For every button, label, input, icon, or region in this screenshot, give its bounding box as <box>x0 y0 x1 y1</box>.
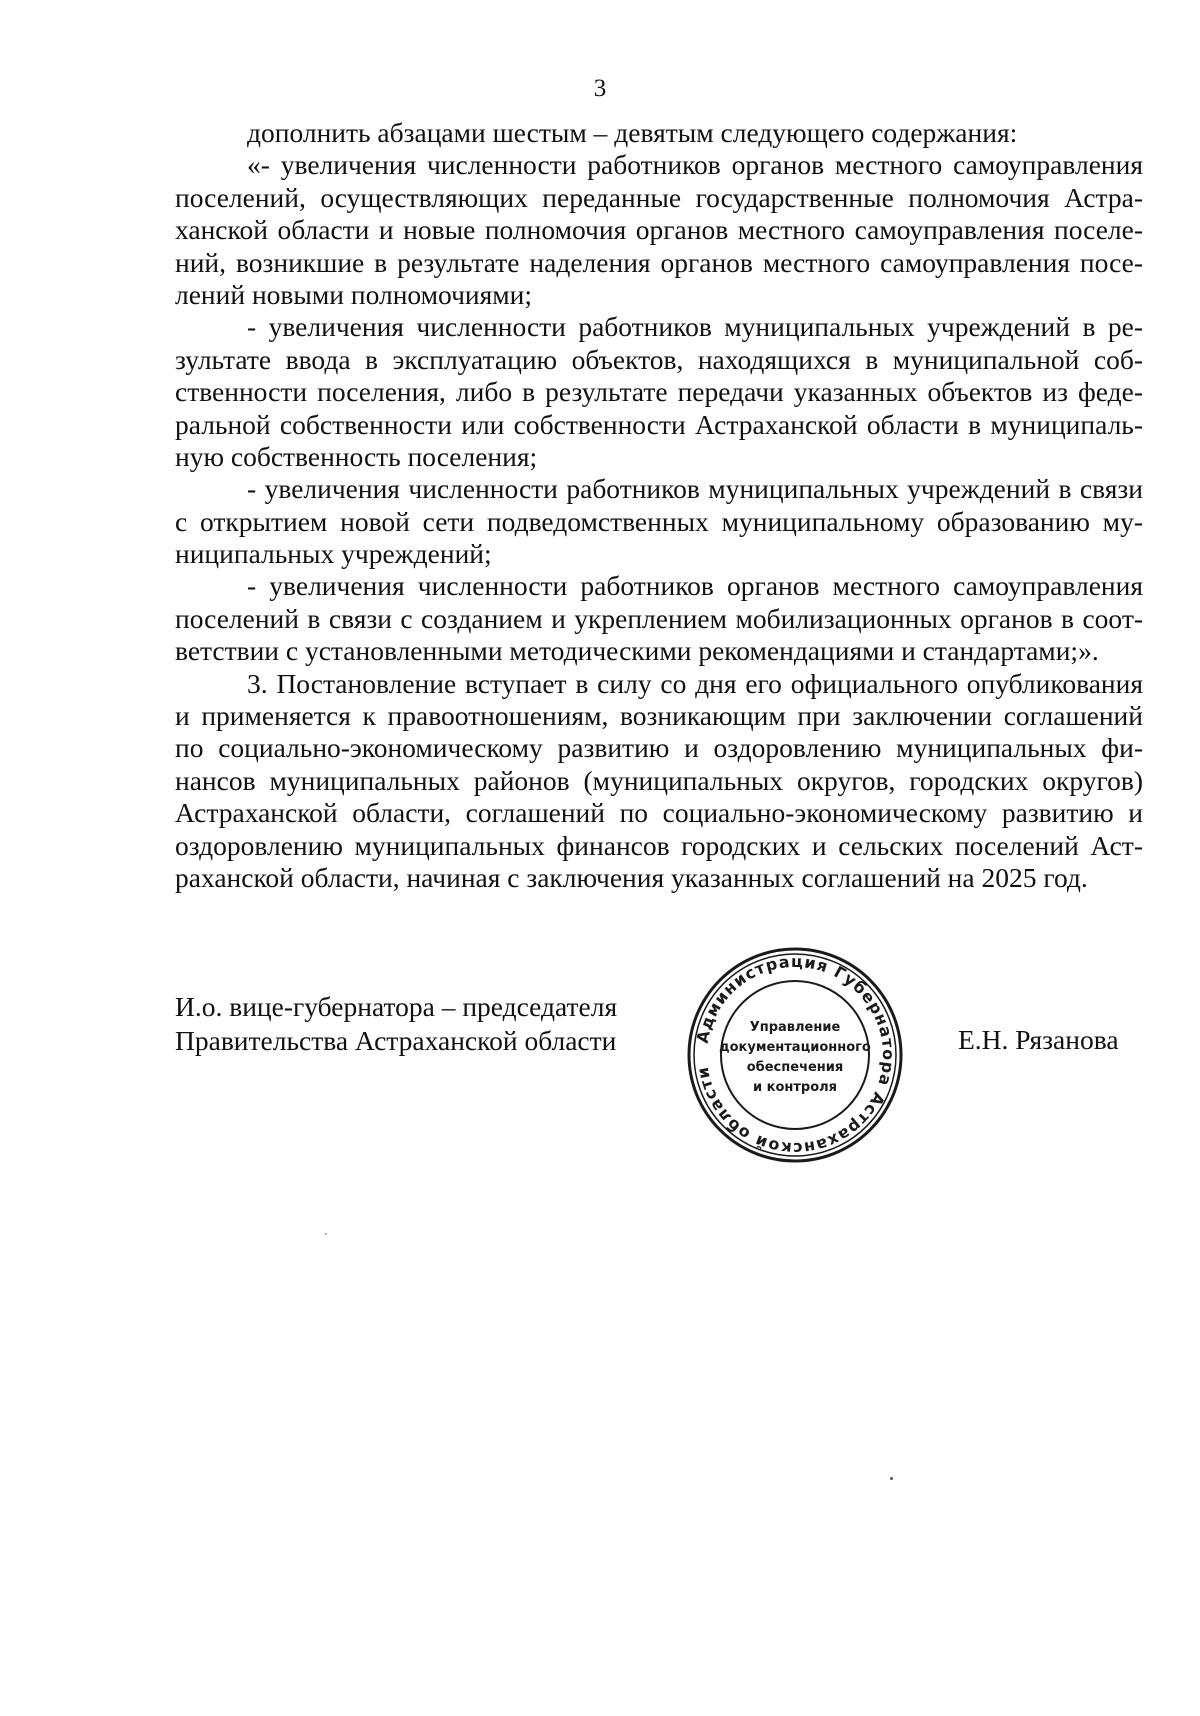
text-line: ниципальных учреждений; <box>175 538 492 570</box>
text-line: раханской области, начиная с заключения указанных соглашений на 2025 год. <box>175 861 1088 893</box>
seal-inner-line-1: Управление <box>749 1020 841 1035</box>
signature-title <box>175 990 617 1058</box>
text-line: дополнить абзацами шестым – девятым следующего содержания: <box>247 117 1018 148</box>
official-seal <box>685 945 905 1165</box>
text-line: с открытием новой сети подведомственных муниципальному образованию му- <box>175 505 1143 537</box>
paragraph-intro <box>175 117 1143 149</box>
text-line: ветствии с установленными методическими рекомендациями и стандартами;». <box>175 635 1099 667</box>
text-line: - увеличения численности работников муниципальных учреждений в ре- <box>247 311 1143 343</box>
text-line: поселений в связи с созданием и укреплением мобилизационных органов в соот- <box>175 602 1143 634</box>
text-line: лений новыми полномочиями; <box>175 278 533 310</box>
text-line: по социально-экономическому развитию и оздоровлению муниципальных фи- <box>175 732 1143 764</box>
text-line: ральной собственности или собственности Астраханской области в муниципаль- <box>175 408 1143 440</box>
signature-title-line-1: И.о. вице-губернатора – председателя <box>175 991 618 1022</box>
scan-speck <box>325 1233 327 1235</box>
text-line: ственности поселения, либо в результате передачи указанных объектов из феде- <box>175 376 1143 408</box>
signature-title-line-2: Правительства Астраханской области <box>175 1025 617 1056</box>
text-line: 3. Постановление вступает в силу со дня его официального опубликования <box>247 667 1143 699</box>
paragraph-item-2 <box>175 311 1143 473</box>
text-line: поселений, осуществляющих переданные государственные полномочия Астра- <box>175 181 1143 213</box>
seal-outer-text: Администрация Губернатора Астраханской области <box>692 951 899 1159</box>
text-line: - увеличения численности работников органов местного самоуправления <box>247 570 1143 602</box>
text-line: оздоровлению муниципальных финансов городских и сельских поселений Аст- <box>175 829 1143 861</box>
text-line: ную собственность поселения; <box>175 440 538 472</box>
seal-inner-line-4: и контроля <box>752 1080 838 1095</box>
seal-inner-line-3: обеспечения <box>746 1060 844 1075</box>
scan-speck <box>890 1477 893 1480</box>
signer-name: Е.Н. Рязанова <box>958 1024 1119 1055</box>
text-line: ханской области и новые полномочия органов местного самоуправления поселе- <box>175 214 1143 246</box>
text-line: «- увеличения численности работников органов местного самоуправления <box>247 149 1143 181</box>
seal-inner-line-2: документационного <box>719 1040 871 1055</box>
text-line: - увеличения численности работников муниципальных учреждений в связи <box>247 473 1143 505</box>
text-line: ний, возникшие в результате наделения органов местного самоуправления посе- <box>175 246 1143 278</box>
text-line: нансов муниципальных районов (муниципальных округов, городских округов) <box>175 764 1143 796</box>
page-number: 3 <box>593 75 607 102</box>
text-line: зультате ввода в эксплуатацию объектов, находящихся в муниципальной соб- <box>175 343 1143 375</box>
paragraph-item-1 <box>175 149 1143 311</box>
paragraph-item-3 <box>175 473 1143 570</box>
paragraph-clause-3 <box>175 668 1143 895</box>
text-line: Астраханской области, соглашений по социально-экономическому развитию и <box>175 797 1143 829</box>
text-line: и применяется к правоотношениям, возникающим при заключении соглашений <box>175 700 1143 732</box>
paragraph-item-4 <box>175 570 1143 667</box>
document-body <box>175 117 1143 894</box>
